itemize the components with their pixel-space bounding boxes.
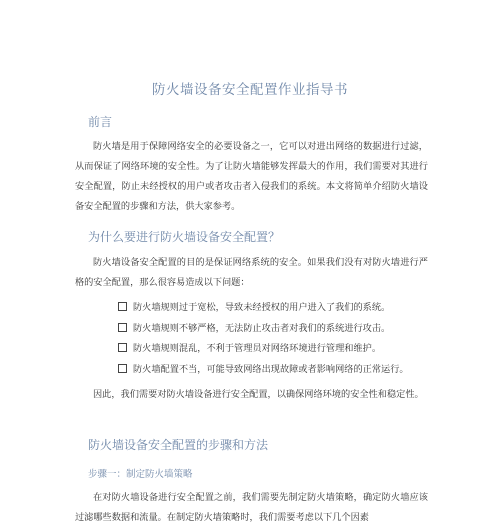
list-item-text: 防火墙规则过于宽松，导致未经授权的用户进入了我们的系统。 <box>133 302 391 313</box>
checkbox-bullet-icon <box>118 323 127 332</box>
preface-paragraph: 防火墙是用于保障网络安全的必要设备之一，它可以对进出网络的数据进行过滤，从而保证了网络环境的安全性。为了让防火墙能够发挥最大的作用，我们需要对其进行安全配置，防止未经授权的用户或者攻击者入侵我们的系统。本文将简单介绍防火墙设备安全配置的步骤和方法，供大家参考。 <box>75 141 428 212</box>
list-item-text: 防火墙配置不当，可能导致网络出现故障或者影响网络的正常运行。 <box>133 363 409 375</box>
list-item <box>118 319 409 340</box>
risk-list <box>118 298 409 380</box>
list-item <box>118 298 409 319</box>
why-heading: 为什么要进行防火墙设备安全配置？ <box>88 230 281 244</box>
checkbox-bullet-icon <box>118 343 127 352</box>
why-intro-paragraph: 防火墙设备安全配置的目的是保证网络系统的安全。如果我们没有对防火墙进行严格的安全配置，那么很容易造成以下问题： <box>75 257 428 288</box>
step1-paragraph: 在对防火墙设备进行安全配置之前，我们需要先制定防火墙策略，确定防火墙应该过滤哪些数据和流量。在制定防火墙策略时，我们需要考虑以下几个因素 <box>75 492 428 523</box>
list-item <box>118 360 409 381</box>
document-title: 防火墙设备安全配置作业指导书 <box>152 82 348 98</box>
why-conclusion-paragraph: 因此，我们需要对防火墙设备进行安全配置，以确保网络环境的安全性和稳定性。 <box>93 389 424 400</box>
list-item <box>118 339 409 360</box>
list-item-text: 防火墙规则不够严格，无法防止攻击者对我们的系统进行攻击。 <box>133 322 391 334</box>
step1-heading: 步骤一：制定防火墙策略 <box>88 469 193 480</box>
checkbox-bullet-icon <box>118 364 127 373</box>
checkbox-bullet-icon <box>118 302 127 311</box>
steps-heading: 防火墙设备安全配置的步骤和方法 <box>88 438 269 452</box>
preface-heading: 前言 <box>88 115 113 129</box>
list-item-text: 防火墙规则混乱，不利于管理员对网络环境进行管理和维护。 <box>133 343 382 354</box>
